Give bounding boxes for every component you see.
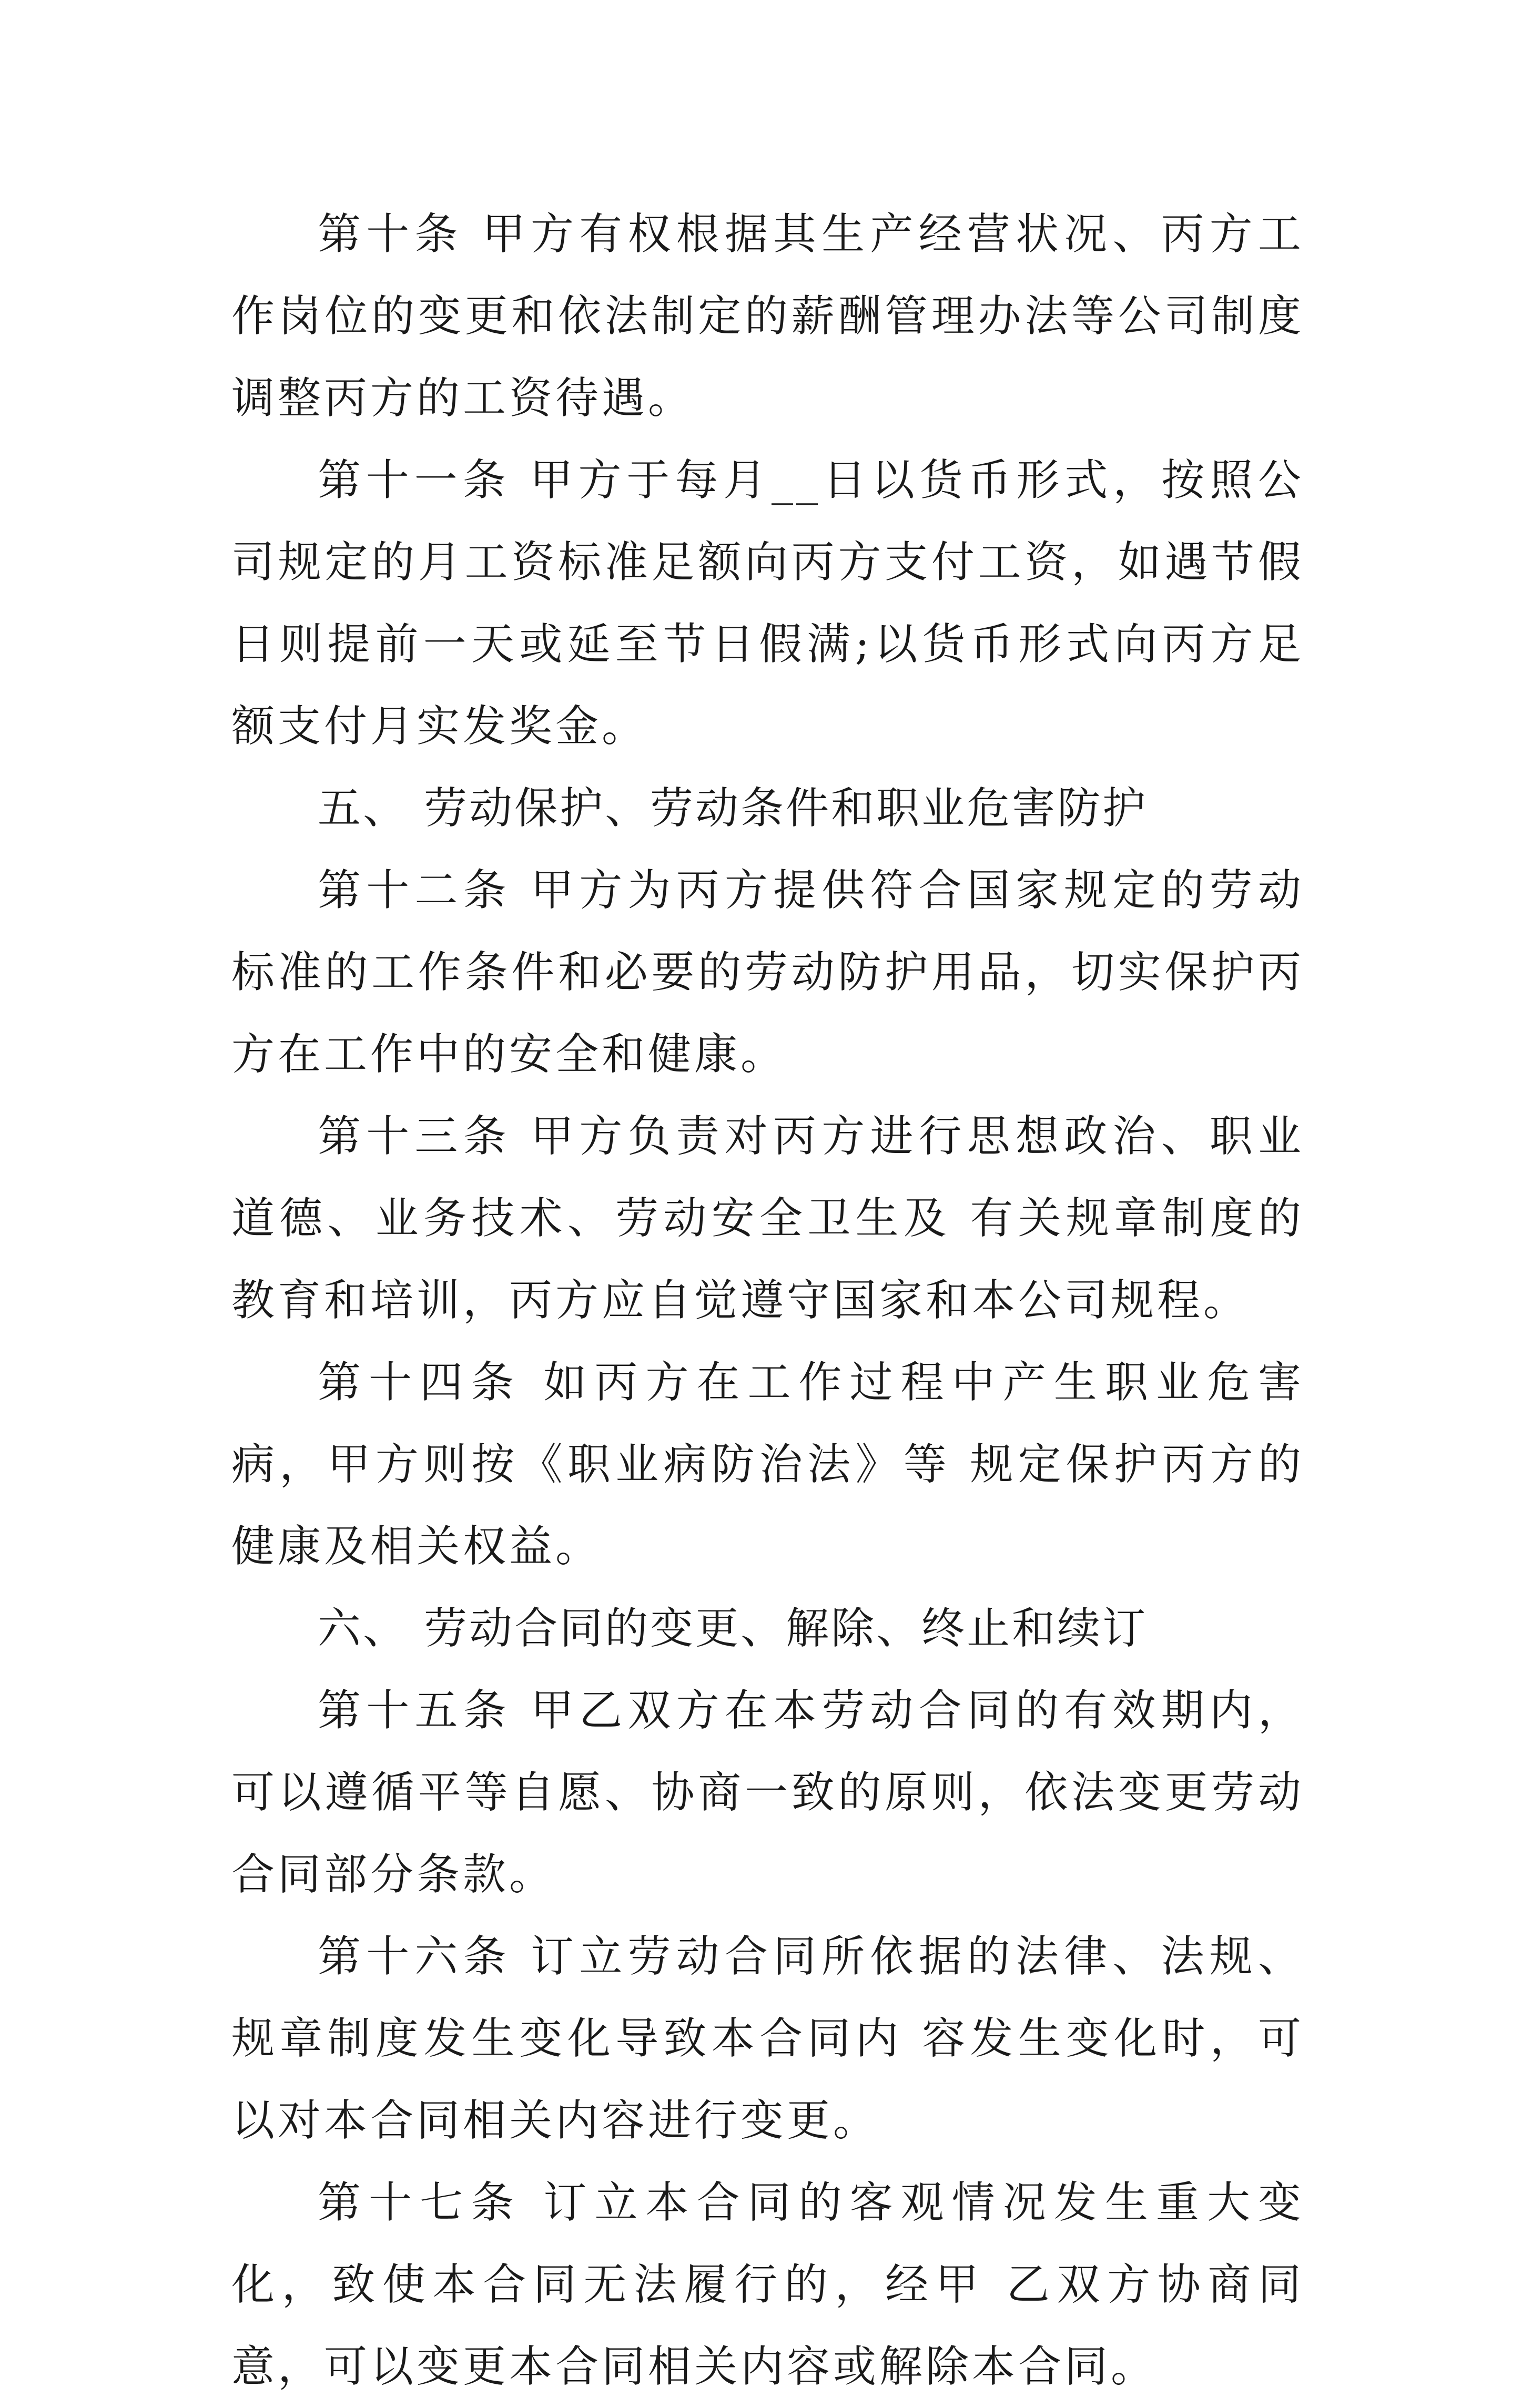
article-17: 第十七条 订立本合同的客观情况发生重大变化，致使本合同无法履行的，经甲 乙双方协商同意，可以变更本合同相关内容或解除本合同。 bbox=[231, 2178, 1304, 2392]
section-heading-6: 六、 劳动合同的变更、解除、终止和续订 bbox=[318, 1604, 1148, 1654]
article-14: 第十四条 如丙方在工作过程中产生职业危害病，甲方则按《职业病防治法》等 规定保护丙方的健康及相关权益。 bbox=[231, 1358, 1304, 1572]
document-body bbox=[231, 193, 1304, 2408]
article-13: 第十三条 甲方负责对丙方进行思想政治、职业道德、业务技术、劳动安全卫生及 有关规章制度的教育和培训，丙方应自觉遵守国家和本公司规程。 bbox=[231, 1111, 1304, 1325]
section-heading-5: 五、 劳动保护、劳动条件和职业危害防护 bbox=[318, 783, 1148, 833]
article-12: 第十二条 甲方为丙方提供符合国家规定的劳动标准的工作条件和必要的劳动防护用品，切实保护丙方在工作中的安全和健康。 bbox=[231, 865, 1304, 1079]
article-16: 第十六条 订立劳动合同所依据的法律、法规、规章制度发生变化导致本合同内 容发生变化时，可以对本合同相关内容进行变更。 bbox=[231, 1932, 1304, 2146]
article-11: 第十一条 甲方于每月__日以货币形式，按照公司规定的月工资标准足额向丙方支付工资，如遇节假日则提前一天或延至节日假满;以货币形式向丙方足额支付月实发奖金。 bbox=[231, 455, 1304, 751]
article-15: 第十五条 甲乙双方在本劳动合同的有效期内，可以遵循平等自愿、协商一致的原则，依法变更劳动合同部分条款。 bbox=[231, 1686, 1304, 1900]
article-10: 第十条 甲方有权根据其生产经营状况、丙方工作岗位的变更和依法制定的薪酬管理办法等公司制度调整丙方的工资待遇。 bbox=[231, 209, 1304, 423]
